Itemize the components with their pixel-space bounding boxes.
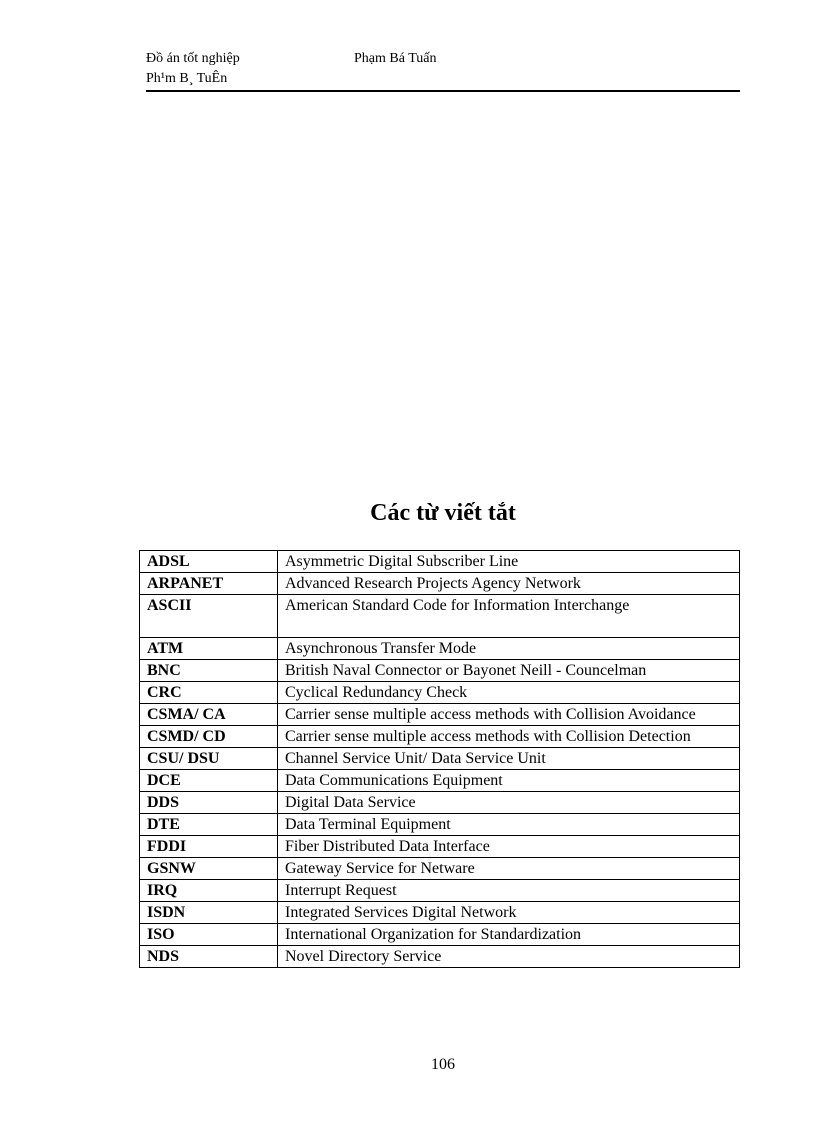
meaning-cell: Novel Directory Service [278,946,740,968]
table-row [140,946,740,968]
meaning-cell: Advanced Research Projects Agency Network [278,573,740,595]
meaning-cell: Asymmetric Digital Subscriber Line [278,551,740,573]
meaning-cell: Fiber Distributed Data Interface [278,836,740,858]
meaning-cell: Gateway Service for Netware [278,858,740,880]
table-row [140,748,740,770]
abbreviation-cell: CSMA/ CA [140,704,278,726]
header-rule [146,90,740,92]
table-row [140,924,740,946]
table-row [140,660,740,682]
page-number: 106 [431,1056,455,1073]
meaning-cell: Cyclical Redundancy Check [278,682,740,704]
abbreviation-cell: DDS [140,792,278,814]
abbreviation-cell: ADSL [140,551,278,573]
table-row [140,551,740,573]
abbreviation-cell: NDS [140,946,278,968]
header-author-legacy-encoding: Ph¹m B¸ TuÊn [146,71,228,86]
meaning-cell: British Naval Connector or Bayonet Neill - Councelman [278,660,740,682]
table-row [140,726,740,748]
page-title: Các từ viết tắt [370,500,516,526]
abbreviation-cell: IRQ [140,880,278,902]
abbreviation-cell: ARPANET [140,573,278,595]
table-row [140,770,740,792]
table-row [140,682,740,704]
abbreviation-cell: DCE [140,770,278,792]
table-row [140,638,740,660]
meaning-cell: International Organization for Standardization [278,924,740,946]
table-row [140,704,740,726]
table-row [140,573,740,595]
header-author: Phạm Bá Tuấn [354,51,437,66]
table-row [140,858,740,880]
meaning-cell: Carrier sense multiple access methods with Collision Detection [278,726,740,748]
abbreviation-cell: CSMD/ CD [140,726,278,748]
abbreviation-cell: ASCII [140,595,278,638]
meaning-cell: Asynchronous Transfer Mode [278,638,740,660]
meaning-cell: Digital Data Service [278,792,740,814]
table-row [140,902,740,924]
table-row [140,880,740,902]
meaning-cell: Interrupt Request [278,880,740,902]
meaning-cell: Data Communications Equipment [278,770,740,792]
meaning-cell: American Standard Code for Information Interchange [278,595,740,638]
abbreviation-cell: CRC [140,682,278,704]
abbreviation-cell: CSU/ DSU [140,748,278,770]
abbreviation-cell: GSNW [140,858,278,880]
page-header [146,49,740,89]
table-row [140,595,740,638]
abbreviation-cell: ISDN [140,902,278,924]
meaning-cell: Data Terminal Equipment [278,814,740,836]
meaning-cell: Integrated Services Digital Network [278,902,740,924]
meaning-cell: Carrier sense multiple access methods with Collision Avoidance [278,704,740,726]
meaning-cell: Channel Service Unit/ Data Service Unit [278,748,740,770]
abbreviation-cell: ATM [140,638,278,660]
abbreviation-cell: ISO [140,924,278,946]
abbreviation-cell: FDDI [140,836,278,858]
abbreviation-cell: BNC [140,660,278,682]
table-row [140,836,740,858]
header-thesis-label: Đồ án tốt nghiệp [146,51,240,66]
table-row [140,792,740,814]
abbreviation-cell: DTE [140,814,278,836]
abbreviation-table [139,550,740,968]
table-row [140,814,740,836]
